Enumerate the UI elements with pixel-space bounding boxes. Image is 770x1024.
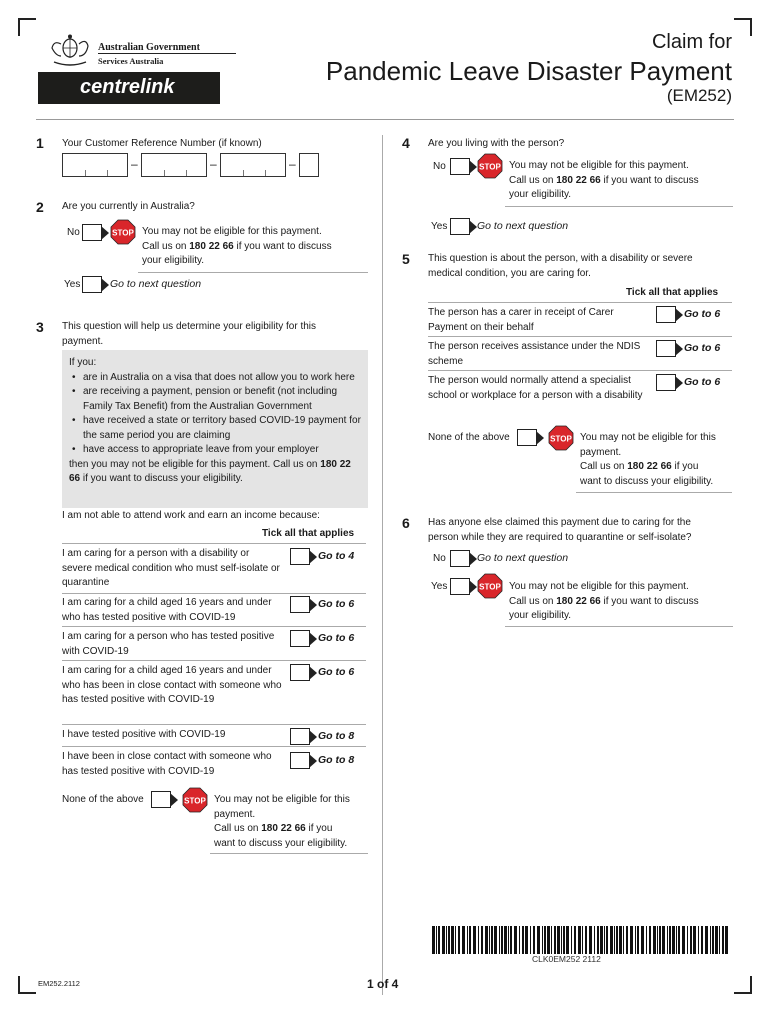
barcode-bar [616, 926, 618, 954]
barcode-bar [637, 926, 639, 954]
barcode-bar [574, 926, 576, 954]
q3-option-label: I am caring for a child aged 16 years and under who has been in close contact with someone who has tested positive with COVID-19 [62, 665, 282, 705]
info-item: • have access to appropriate leave from your employer [69, 443, 361, 458]
q3-option-checkbox[interactable] [290, 728, 310, 745]
stop-icon [477, 573, 503, 599]
crop-mark-top-right [734, 18, 752, 36]
divider [62, 626, 366, 627]
form-reference: EM252.2112 [38, 979, 80, 988]
barcode-bar [676, 926, 677, 954]
q3-option-goto: Go to 8 [318, 730, 355, 742]
form-title-line2: Pandemic Leave Disaster Payment [325, 56, 732, 86]
barcode-bar [600, 926, 603, 954]
barcode-bar [551, 926, 552, 954]
question-5-number: 5 [402, 251, 410, 267]
q3-option-goto: Go to 4 [318, 550, 355, 562]
barcode-bar [510, 926, 512, 954]
question-1-number: 1 [36, 135, 44, 151]
q5-option-goto: Go to 6 [684, 342, 721, 354]
stop-icon [182, 787, 208, 813]
q6-yes-checkbox[interactable] [450, 578, 470, 595]
crn-field-2[interactable] [141, 153, 207, 177]
info-item: • are in Australia on a visa that does not allow you to work here [69, 371, 361, 386]
q4-yes-checkbox[interactable] [450, 218, 470, 235]
stop-call-line: Call us on 180 22 66 if you want to discuss [142, 240, 332, 252]
barcode-bar [701, 926, 703, 954]
q6-yes-label: Yes [431, 581, 448, 592]
stop-icon [548, 425, 574, 451]
info-item: • have received a state or territory based COVID-19 payment for the same period you are claiming [69, 414, 361, 443]
barcode-bar [501, 926, 503, 954]
barcode-bar [491, 926, 493, 954]
q5-none-label: None of the above [428, 432, 510, 443]
barcode-bar [494, 926, 497, 954]
barcode-bar [489, 926, 490, 954]
barcode-bar [712, 926, 714, 954]
q6-no-label: No [433, 553, 446, 564]
question-3-text: This question will help us determine your eligibility for this payment. [62, 321, 317, 347]
svg-text:STOP: STOP [112, 228, 134, 238]
svg-text:STOP: STOP [479, 582, 501, 592]
divider [505, 206, 733, 207]
question-6-number: 6 [402, 515, 410, 531]
barcode-bar [635, 926, 636, 954]
q3-none-label: None of the above [62, 794, 144, 805]
barcode-bar [554, 926, 556, 954]
barcode-bar [481, 926, 483, 954]
barcode-bar [533, 926, 535, 954]
barcode-bar [525, 926, 528, 954]
barcode-bar [458, 926, 460, 954]
question-2-number: 2 [36, 199, 44, 215]
q5-none-checkbox[interactable] [517, 429, 537, 446]
q3-option-label: I have been in close contact with someone who has tested positive with COVID-19 [62, 751, 272, 777]
barcode-bar [641, 926, 644, 954]
q5-option-label: The person would normally attend a specialist school or workplace for a person with a disability [428, 375, 643, 401]
barcode-bar [442, 926, 445, 954]
barcode-bar [462, 926, 465, 954]
q3-option-goto: Go to 8 [318, 754, 355, 766]
q2-no-label: No [67, 227, 80, 238]
barcode-bar [547, 926, 550, 954]
crn-dash: – [210, 157, 217, 171]
divider [428, 302, 732, 303]
divider [138, 272, 368, 273]
barcode-bar [508, 926, 509, 954]
info-item: • are receiving a payment, pension or benefit (not including Family Tax Benefit) from the Australian Government [69, 385, 361, 414]
q5-none-message: You may not be eligible for this payment. Call us on 180 22 66 if you want to discuss your eligibility. [580, 432, 716, 487]
q2-yes-label: Yes [64, 279, 81, 290]
barcode-bar [672, 926, 675, 954]
question-4-number: 4 [402, 135, 410, 151]
q4-yes-label: Yes [431, 221, 448, 232]
barcode-bar [649, 926, 651, 954]
q4-no-label: No [433, 161, 446, 172]
barcode-bar [630, 926, 633, 954]
crop-mark-bottom-right [734, 976, 752, 994]
barcode-bar [438, 926, 440, 954]
barcode-bar [715, 926, 718, 954]
divider [62, 746, 366, 747]
svg-text:STOP: STOP [184, 796, 206, 806]
q5-option-checkbox[interactable] [656, 340, 676, 357]
q5-option-goto: Go to 6 [684, 376, 721, 388]
form-code: (EM252) [666, 86, 732, 105]
barcode-bar [594, 926, 595, 954]
barcode-bar [722, 926, 724, 954]
q2-yes-checkbox[interactable] [82, 276, 102, 293]
info-list [69, 371, 361, 458]
q3-none-message: You may not be eligible for this payment. Call us on 180 22 66 if you want to discuss your eligibility. [214, 794, 350, 849]
q5-option-label: The person receives assistance under the NDIS scheme [428, 341, 641, 367]
divider [576, 492, 732, 493]
divider [62, 543, 366, 544]
q5-tick-all: Tick all that applies [626, 287, 719, 298]
eligibility-info-box [62, 350, 368, 508]
barcode-bar [626, 926, 628, 954]
barcode-bar [669, 926, 671, 954]
question-1-text: Your Customer Reference Number (if known) [62, 138, 262, 149]
q3-option-checkbox[interactable] [290, 596, 310, 613]
q5-option-goto: Go to 6 [684, 308, 721, 320]
barcode-bar [698, 926, 699, 954]
barcode-bar [710, 926, 711, 954]
barcode-bar [614, 926, 615, 954]
q4-yes-goto: Go to next question [477, 220, 569, 232]
q3-option-checkbox[interactable] [290, 752, 310, 769]
barcode-bar [537, 926, 540, 954]
crn-dash: – [131, 157, 138, 171]
barcode-bar [682, 926, 685, 954]
barcode-bar [522, 926, 524, 954]
barcode-bar [436, 926, 437, 954]
divider [62, 593, 366, 594]
q3-option-label: I am caring for a person who has tested positive with COVID-19 [62, 631, 275, 657]
question-6-text: Has anyone else claimed this payment due to caring for the person while they are required to quarantine or self-isolate? [428, 517, 692, 543]
q3-option-checkbox[interactable] [290, 548, 310, 565]
column-divider [382, 135, 383, 995]
q5-option-checkbox[interactable] [656, 374, 676, 391]
barcode-bar [623, 926, 624, 954]
barcode-bar [657, 926, 658, 954]
barcode-bar [662, 926, 665, 954]
agency-name: Services Australia [98, 56, 164, 66]
barcode-bar [514, 926, 517, 954]
barcode-bar [582, 926, 583, 954]
barcode-bar [604, 926, 605, 954]
centrelink-brand-bar: centrelink [38, 72, 220, 104]
divider [505, 626, 733, 627]
barcode-bar [557, 926, 560, 954]
q5-option-checkbox[interactable] [656, 306, 676, 323]
q6-stop-message: You may not be eligible for this payment. Call us on 180 22 66 if you want to discuss your eligibility. [509, 581, 699, 621]
crn-field-3[interactable] [220, 153, 286, 177]
barcode-bar [606, 926, 608, 954]
barcode-bar [719, 926, 720, 954]
q3-option-label: I am caring for a person with a disability or severe medical condition who must self-isolate or quarantine [62, 548, 280, 588]
barcode-bar [585, 926, 587, 954]
barcode-bar [578, 926, 581, 954]
q4-no-checkbox[interactable] [450, 158, 470, 175]
header-divider [36, 119, 734, 120]
q2-yes-goto: Go to next question [110, 278, 202, 290]
barcode-bar [619, 926, 622, 954]
svg-text:STOP: STOP [479, 162, 501, 172]
divider [62, 660, 366, 661]
barcode-bar [432, 926, 435, 954]
barcode-bar [478, 926, 479, 954]
q6-no-goto: Go to next question [477, 552, 569, 564]
info-intro: If you: [69, 357, 97, 368]
barcode-bar [690, 926, 692, 954]
barcode-bar [610, 926, 613, 954]
q6-no-checkbox[interactable] [450, 550, 470, 567]
barcode-bar [455, 926, 456, 954]
barcode-bar [667, 926, 668, 954]
stop-icon [110, 219, 136, 245]
stop-call-end: your eligibility. [142, 255, 205, 266]
barcode [432, 926, 730, 954]
barcode-bar [678, 926, 680, 954]
logo-rule [98, 53, 236, 54]
crop-mark-top-left [18, 18, 36, 36]
barcode-bar [446, 926, 447, 954]
divider [210, 853, 368, 854]
q3-tick-all: Tick all that applies [262, 528, 355, 539]
barcode-bar [653, 926, 656, 954]
crn-field-1[interactable] [62, 153, 128, 177]
q3-unable-text: I am not able to attend work and earn an income because: [62, 510, 320, 521]
divider [428, 336, 732, 337]
barcode-bar [499, 926, 500, 954]
svg-text:STOP: STOP [550, 434, 572, 444]
government-name: Australian Government [98, 42, 200, 53]
barcode-bar [597, 926, 599, 954]
barcode-bar [504, 926, 507, 954]
page-number: 1 of 4 [367, 977, 399, 991]
barcode-bar [687, 926, 688, 954]
barcode-bar [561, 926, 562, 954]
barcode-bar [451, 926, 454, 954]
q3-option-label: I have tested positive with COVID-19 [62, 729, 226, 740]
barcode-bar [693, 926, 696, 954]
barcode-bar [448, 926, 450, 954]
q3-option-goto: Go to 6 [318, 598, 355, 610]
barcode-bar [473, 926, 476, 954]
barcode-bar [530, 926, 531, 954]
barcode-bar [542, 926, 543, 954]
barcode-text: CLK0EM252 2112 [532, 954, 601, 964]
barcode-bar [659, 926, 661, 954]
barcode-bar [705, 926, 708, 954]
coat-of-arms-icon [48, 34, 92, 68]
stop-icon [477, 153, 503, 179]
crn-dash: – [289, 157, 296, 171]
form-title-line1: Claim for [651, 31, 732, 53]
barcode-bar [725, 926, 728, 954]
q5-option-label: The person has a carer in receipt of Carer Payment on their behalf [428, 307, 614, 333]
crop-mark-bottom-left [18, 976, 36, 994]
q3-none-checkbox[interactable] [151, 791, 171, 808]
barcode-bar [563, 926, 565, 954]
question-4-text: Are you living with the person? [428, 138, 565, 149]
q2-no-checkbox[interactable] [82, 224, 102, 241]
q3-option-goto: Go to 6 [318, 632, 355, 644]
barcode-bar [646, 926, 647, 954]
barcode-bar [566, 926, 569, 954]
question-3-number: 3 [36, 319, 44, 335]
q2-stop-message [142, 225, 368, 269]
question-2-text: Are you currently in Australia? [62, 201, 195, 212]
barcode-bar [519, 926, 520, 954]
barcode-bar [469, 926, 471, 954]
divider [62, 724, 366, 725]
crn-field-4[interactable] [299, 153, 319, 177]
q3-option-goto: Go to 6 [318, 666, 355, 678]
divider [428, 370, 732, 371]
question-5-text: This question is about the person, with a disability or severe medical condition, you are caring for. [428, 253, 693, 279]
stop-message-lead: You may not be eligible for this payment. [142, 226, 322, 237]
barcode-bar [544, 926, 546, 954]
q4-stop-message: You may not be eligible for this payment. Call us on 180 22 66 if you want to discuss your eligibility. [509, 160, 699, 200]
barcode-bar [589, 926, 592, 954]
q3-option-checkbox[interactable] [290, 664, 310, 681]
barcode-bar [467, 926, 468, 954]
barcode-bar [485, 926, 488, 954]
q3-option-checkbox[interactable] [290, 630, 310, 647]
info-closing: then you may not be eligible for this payment. Call us on 180 22 66 if you want to discuss your eligibility. [69, 458, 351, 484]
q3-option-label: I am caring for a child aged 16 years and under who has tested positive with COVID-19 [62, 597, 272, 623]
barcode-bar [571, 926, 572, 954]
